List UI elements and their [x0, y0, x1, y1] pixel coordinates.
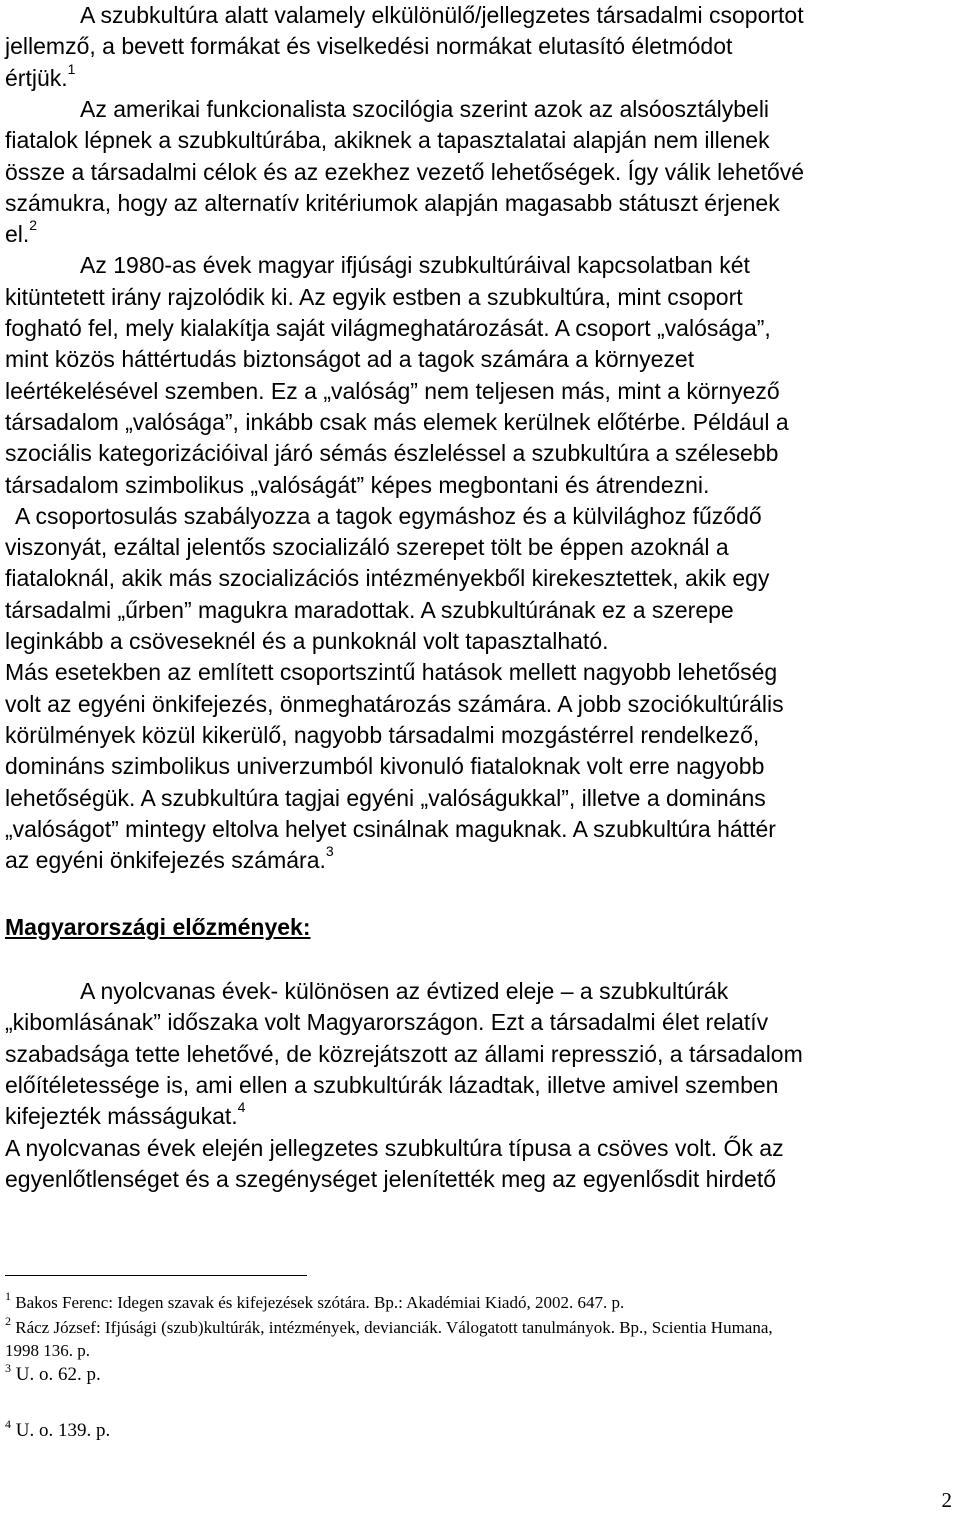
text-line: [5, 282, 743, 312]
text-line: [5, 344, 694, 374]
text-line: [5, 470, 709, 500]
footnote-separator: [5, 1275, 307, 1276]
page-number: 2: [941, 1488, 952, 1512]
text-line-content: előítéletessége is, ami ellen a szubkultúrák lázadtak, illetve amivel szemben: [5, 1071, 779, 1098]
text-line-content: fogható fel, mely kialakítja saját világmeghatározását. A csoport „valósága”,: [5, 315, 771, 341]
text-line: [5, 438, 778, 468]
text-line: [5, 407, 789, 437]
text-line: [5, 751, 764, 781]
text-line: [5, 1039, 803, 1069]
text-line: [80, 94, 769, 124]
footnote-text: 1998 136. p.: [5, 1341, 90, 1360]
text-line: [5, 689, 784, 719]
text-line: [5, 1164, 776, 1194]
text-line-content: Más esetekben az említett csoportszintű hatások mellett nagyobb lehetőség: [5, 659, 778, 686]
text-line-content: viszonyát, ezáltal jelentős szocializáló szerepet tölt be éppen azoknál a: [5, 534, 729, 561]
text-line: [5, 313, 771, 343]
footnote: [5, 1361, 101, 1387]
footnote-reference[interactable]: 3: [325, 843, 334, 860]
text-line-content: társadalom „valósága”, inkább csak más elemek kerülnek előtérbe. Például a: [5, 408, 789, 435]
text-line-content: társadalom szimbolikus „valóságát” képes megbontani és átrendezni.: [5, 471, 710, 498]
text-line-content: számukra, hogy az alternatív kritériumok alapján magasabb státuszt érjenek: [5, 189, 780, 216]
text-line: [5, 783, 766, 813]
text-line: [5, 1007, 768, 1037]
text-line-content: A nyolcvanas évek- különösen az évtized eleje – a szubkultúrák: [80, 978, 729, 1004]
text-line-content: kitüntetett irány rajzolódik ki. Az egyik estben a szubkultúra, mint csoport: [5, 283, 743, 310]
text-line: [5, 1133, 784, 1163]
footnote-text: U. o. 139. p.: [15, 1420, 111, 1441]
section-heading: Magyarországi előzmények:: [5, 914, 311, 940]
footnote: [5, 1417, 111, 1443]
text-line-content: lehetőségük. A szubkultúra tagjai egyéni „valóságukkal”, illetve a domináns: [5, 784, 766, 811]
footnote-number: 2: [5, 1314, 11, 1328]
text-line: [5, 845, 334, 875]
footnote-reference[interactable]: 1: [67, 60, 76, 77]
footnote: [5, 1314, 773, 1340]
footnote-number: 1: [5, 1289, 11, 1303]
text-line-content: egyenlőtlenséget és a szegénységet jelenítették meg az egyenlősdit hirdető: [5, 1165, 777, 1192]
text-line-content: leértékelésével szemben. Ez a „valóság” nem teljesen más, mint a környező: [5, 377, 780, 404]
text-line-content: fiatalok lépnek a szubkultúrába, akiknek a tapasztalatai alapján nem illenek: [5, 127, 770, 154]
footnote: [5, 1289, 625, 1315]
text-line-content: jellemző, a bevett formákat és viselkedési normákat elutasító életmódot: [5, 33, 733, 60]
text-line-content: össze a társadalmi célok és az ezekhez vezető lehetőségek. Így válik lehetővé: [5, 158, 805, 185]
text-line-content: az egyéni önkifejezés számára.: [5, 847, 326, 874]
text-line-content: szociális kategorizációival járó sémás észleléssel a szubkultúra a szélesebb: [5, 440, 779, 467]
text-line: [5, 657, 777, 687]
text-line: [15, 501, 762, 531]
text-line-content: „valóságot” mintegy eltolva helyet csinálnak maguknak. A szubkultúra háttér: [5, 815, 776, 842]
text-line: [80, 976, 728, 1006]
text-line: [5, 188, 780, 218]
text-line: [5, 814, 776, 844]
text-line: [5, 626, 609, 656]
footnote-text: Bakos Ferenc: Idegen szavak és kifejezések szótára. Bp.: Akadémiai Kiadó, 2002. 647. p.: [15, 1293, 625, 1312]
text-line-content: mint közös háttértudás biztonságot ad a tagok számára a környezet: [5, 346, 695, 373]
footnote-reference[interactable]: 2: [29, 217, 38, 234]
text-line-content: volt az egyéni önkifejezés, önmeghatározás számára. A jobb szociókultúrális: [5, 690, 784, 717]
text-line: [5, 31, 732, 61]
text-line: [5, 376, 780, 406]
text-line-content: A szubkultúra alatt valamely elkülönülő/jellegzetes társadalmi csoportot: [80, 2, 804, 28]
text-line-content: domináns szimbolikus univerzumból kivonuló fiataloknak volt erre nagyobb: [5, 753, 765, 780]
text-line-content: A csoportosulás szabályozza a tagok egymáshoz és a külvilághoz fűződő: [15, 502, 762, 529]
text-line-content: Az 1980-as évek magyar ifjúsági szubkultúráival kapcsolatban két: [80, 252, 750, 279]
text-line-content: fiataloknál, akik más szocializációs intézményekből kirekesztettek, akik egy: [5, 565, 770, 592]
text-line: [80, 0, 804, 30]
text-line: [5, 60, 76, 93]
text-line: [5, 1070, 778, 1100]
footnote-text: Rácz József: Ifjúsági (szub)kultúrák, intézmények, devianciák. Válogatott tanulmányok. Bp., Scientia Humana,: [15, 1318, 773, 1337]
text-line: [5, 125, 770, 155]
text-line-content: szabadsága tette lehetővé, de közrejátszott az állami represszió, a társadalom: [5, 1040, 803, 1067]
text-line-content: Az amerikai funkcionalista szocilógia szerint azok az alsóosztálybeli: [80, 95, 770, 122]
text-line: [5, 532, 729, 562]
text-line-content: A nyolcvanas évek elején jellegzetes szubkultúra típusa a csöves volt. Ők az: [5, 1134, 784, 1161]
footnote-number: 4: [5, 1417, 11, 1431]
footnote-reference[interactable]: 4: [237, 1099, 246, 1116]
footnote-number: 3: [5, 1361, 11, 1375]
text-line: [80, 250, 750, 280]
text-line: [5, 157, 804, 187]
text-line: [5, 219, 37, 249]
text-line-content: körülmények közül kikerülő, nagyobb társadalmi mozgástérrel rendelkező,: [5, 721, 760, 748]
text-line-content: társadalmi „űrben” magukra maradottak. A szubkultúrának ez a szerepe: [5, 596, 734, 623]
text-line-content: el.: [5, 221, 30, 248]
text-line-content: leginkább a csöveseknél és a punkoknál volt tapasztalható.: [5, 628, 609, 654]
text-line-content: kifejezték másságukat.: [5, 1103, 238, 1130]
footnote-text: U. o. 62. p.: [15, 1364, 101, 1385]
text-line: [5, 563, 769, 593]
text-line-content: „kibomlásának” időszaka volt Magyarországon. Ezt a társadalmi élet relatív: [5, 1009, 769, 1036]
text-line: [5, 1101, 245, 1131]
text-line: [5, 720, 759, 750]
text-line: [5, 595, 734, 625]
text-line-content: értjük.: [5, 64, 68, 91]
footnote: [5, 1340, 90, 1362]
